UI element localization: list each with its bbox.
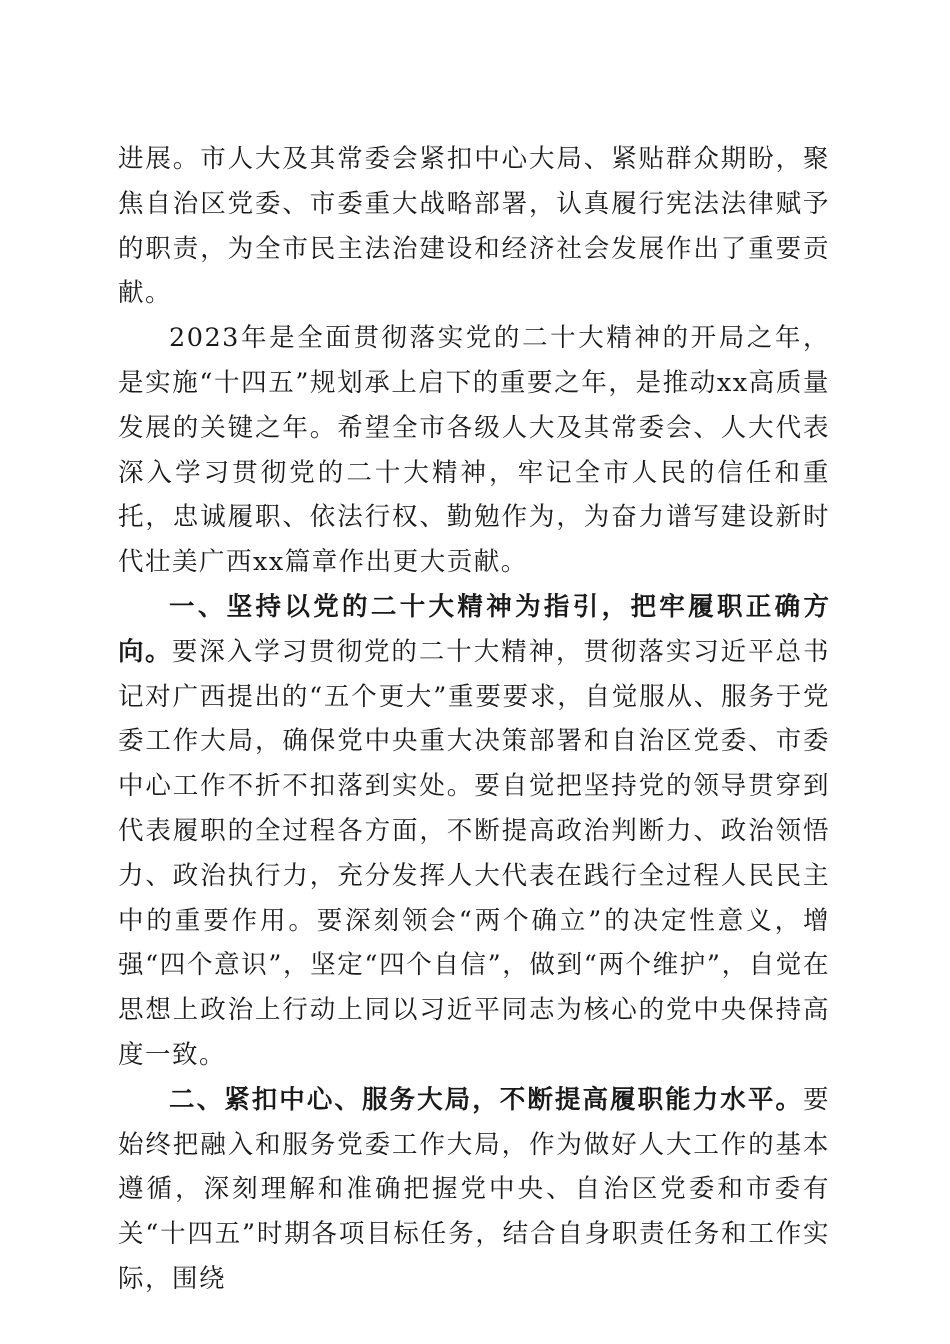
document-body [118,137,830,1302]
section-heading-two: 二、紧扣中心、服务大局，不断提高履职能力水平。 [169,1084,803,1115]
paragraph-text: 要深入学习贯彻党的二十大精神，贯彻落实习近平总书记对广西提出的“五个更大”重要要求，自觉服从、服务于党委工作大局，确保党中央重大决策部署和自治区党委、市委中心工作不折不扣落到实处。要自觉把坚持党的领导贯穿到代表履职的全过程各方面，不断提高政治判断力、政治领悟力、政治执行力，充分发挥人大代表在践行全过程人民民主中的重要作用。要深刻领会“两个确立”的决定性意义，增强“四个意识”，坚定“四个自信”，做到“两个维护”，自觉在思想上政治上行动上同以习近平同志为核心的党中央保持高度一致。 [118,636,830,1070]
paragraph-2023-outlook [118,316,830,585]
paragraph-section-two [118,1078,830,1302]
paragraph-text: 2023年是全面贯彻落实党的二十大精神的开局之年，是实施“十四五”规划承上启下的重要之年，是推动xx高质量发展的关键之年。希望全市各级人大及其常委会、人大代表深入学习贯彻党的二十大精神，牢记全市人民的信任和重托，忠诚履职、依法行权、勤勉作为，为奋力谱写建设新时代壮美广西xx篇章作出更大贡献。 [118,323,830,578]
paragraph-text: 要始终把融入和服务党委工作大局，作为做好人大工作的基本遵循，深刻理解和准确把握党中央、自治区党委和市委有关“十四五”时期各项目标任务，结合自身职责任务和工作实际，围绕 [118,1084,830,1294]
paragraph-section-one [118,585,830,1078]
paragraph-continuation [118,137,830,316]
paragraph-text: 进展。市人大及其常委会紧扣中心大局、紧贴群众期盼，聚焦自治区党委、市委重大战略部署，认真履行宪法法律赋予的职责，为全市民主法治建设和经济社会发展作出了重要贡献。 [118,144,830,309]
section-heading-one: 一、坚持以党的二十大精神为指引，把牢履职正确方向。 [118,591,830,667]
